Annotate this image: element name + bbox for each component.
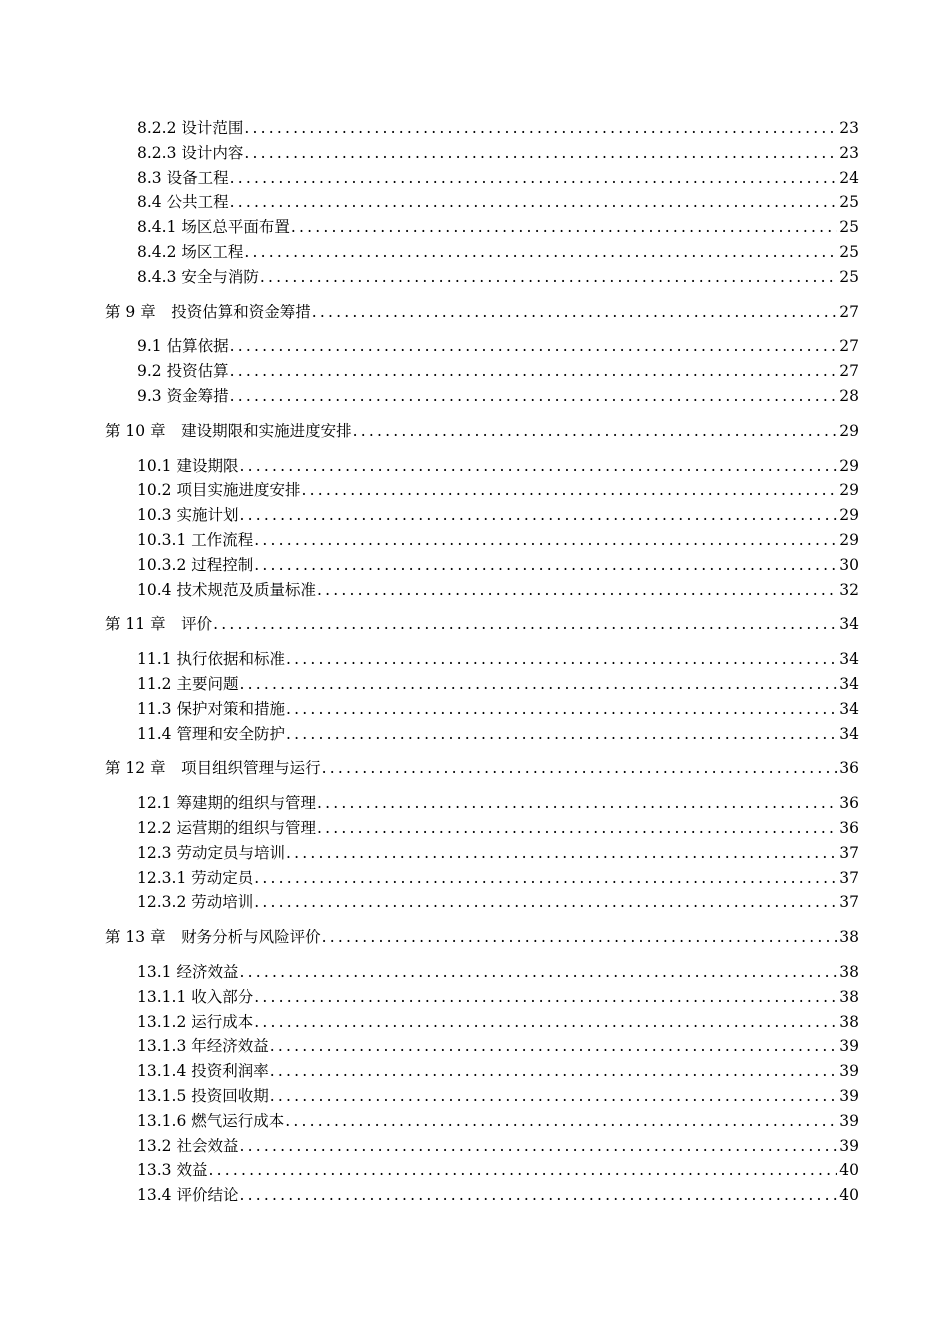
toc-section-entry[interactable] bbox=[137, 983, 859, 1007]
toc-dot-leader bbox=[286, 843, 837, 863]
toc-section-entry[interactable] bbox=[137, 501, 859, 525]
toc-page-number: 34 bbox=[839, 724, 859, 743]
toc-page-number: 34 bbox=[839, 615, 859, 634]
toc-entry-label: 11.1 执行依据和标准 bbox=[137, 650, 285, 669]
toc-dot-leader bbox=[244, 118, 837, 138]
toc-dot-leader bbox=[301, 480, 837, 500]
toc-entry-label: 8.4.3 安全与消防 bbox=[137, 267, 259, 286]
toc-page-number: 25 bbox=[839, 193, 859, 212]
toc-entry-label: 13.1.2 运行成本 bbox=[137, 1012, 254, 1031]
toc-page-number: 40 bbox=[839, 1161, 859, 1180]
toc-section-entry[interactable] bbox=[137, 958, 859, 982]
toc-section-entry[interactable] bbox=[137, 1107, 859, 1131]
toc-page-number: 29 bbox=[839, 531, 859, 549]
toc-entry-label: 11.4 管理和安全防护 bbox=[137, 724, 285, 743]
toc-chapter-entry[interactable] bbox=[105, 923, 859, 947]
toc-entry-label: 13.1.5 投资回收期 bbox=[137, 1087, 269, 1105]
toc-dot-leader bbox=[230, 168, 838, 188]
toc-section-entry[interactable] bbox=[137, 382, 859, 406]
toc-section-entry[interactable] bbox=[137, 1082, 859, 1106]
toc-page-number: 38 bbox=[839, 963, 859, 981]
toc-dot-leader bbox=[270, 1086, 838, 1106]
toc-page-number: 38 bbox=[839, 928, 859, 947]
toc-entry-label: 8.2.3 设计内容 bbox=[137, 143, 244, 162]
toc-entry-label: 13.3 效益 bbox=[137, 1161, 208, 1180]
toc-entry-label: 第 10 章 建设期限和实施进度安排 bbox=[105, 421, 352, 440]
toc-entry-label: 11.3 保护对策和措施 bbox=[137, 699, 285, 718]
toc-dot-leader bbox=[244, 143, 837, 163]
toc-dot-leader bbox=[244, 242, 837, 262]
toc-page-number: 23 bbox=[839, 119, 859, 137]
toc-page-number: 39 bbox=[839, 1037, 859, 1056]
toc-entry-label: 10.2 项目实施进度安排 bbox=[137, 481, 301, 500]
toc-dot-leader bbox=[239, 1185, 837, 1205]
toc-section-entry[interactable] bbox=[137, 1132, 859, 1156]
toc-entry-label: 10.1 建设期限 bbox=[137, 456, 239, 475]
toc-page-number: 32 bbox=[839, 580, 859, 599]
toc-page-number: 38 bbox=[839, 1012, 859, 1031]
toc-entry-label: 8.3 设备工程 bbox=[137, 168, 229, 187]
toc-section-entry[interactable] bbox=[137, 1008, 859, 1032]
toc-entry-label: 12.3.2 劳动培训 bbox=[137, 893, 254, 912]
toc-entry-label: 9.2 投资估算 bbox=[137, 362, 229, 381]
toc-section-entry[interactable] bbox=[137, 164, 859, 188]
toc-section-entry[interactable] bbox=[137, 526, 859, 550]
toc-page-number: 30 bbox=[839, 555, 859, 574]
toc-page-number: 27 bbox=[839, 337, 859, 356]
toc-page-number: 39 bbox=[839, 1087, 859, 1105]
toc-entry-label: 10.3 实施计划 bbox=[137, 506, 239, 525]
toc-entry-label: 12.3 劳动定员与培训 bbox=[137, 843, 285, 862]
toc-entry-label: 9.3 资金筹措 bbox=[137, 387, 229, 405]
toc-dot-leader bbox=[322, 927, 838, 947]
toc-section-entry[interactable] bbox=[137, 238, 859, 262]
toc-section-entry[interactable] bbox=[137, 670, 859, 694]
toc-entry-label: 9.1 估算依据 bbox=[137, 337, 229, 356]
toc-section-entry[interactable] bbox=[137, 695, 859, 719]
toc-page-number: 25 bbox=[839, 218, 859, 237]
toc-dot-leader bbox=[286, 699, 837, 719]
toc-entry-label: 13.4 评价结论 bbox=[137, 1186, 239, 1205]
toc-section-entry[interactable] bbox=[137, 332, 859, 356]
toc-section-entry[interactable] bbox=[137, 114, 859, 138]
toc-entry-label: 11.2 主要问题 bbox=[137, 675, 239, 693]
toc-dot-leader bbox=[286, 649, 837, 669]
toc-dot-leader bbox=[239, 505, 837, 525]
toc-page-number: 25 bbox=[839, 267, 859, 286]
toc-entry-label: 第 13 章 财务分析与风险评价 bbox=[105, 928, 321, 947]
toc-dot-leader bbox=[230, 361, 838, 381]
toc-entry-label: 12.3.1 劳动定员 bbox=[137, 868, 254, 887]
toc-entry-label: 13.2 社会效益 bbox=[137, 1136, 239, 1155]
toc-section-entry[interactable] bbox=[137, 720, 859, 744]
toc-section-entry[interactable] bbox=[137, 1156, 859, 1180]
toc-section-entry[interactable] bbox=[137, 139, 859, 163]
toc-page-number: 29 bbox=[839, 456, 859, 475]
toc-entry-label: 8.4.2 场区工程 bbox=[137, 243, 244, 261]
toc-section-entry[interactable] bbox=[137, 888, 859, 912]
toc-dot-leader bbox=[312, 302, 838, 322]
toc-section-entry[interactable] bbox=[137, 188, 859, 212]
toc-page-number: 34 bbox=[839, 699, 859, 718]
toc-entry-label: 第 11 章 评价 bbox=[105, 615, 213, 634]
toc-entry-label: 12.2 运营期的组织与管理 bbox=[137, 819, 316, 837]
toc-dot-leader bbox=[286, 724, 837, 744]
toc-dot-leader bbox=[317, 580, 837, 600]
toc-section-entry[interactable] bbox=[137, 814, 859, 838]
toc-entry-label: 13.1 经济效益 bbox=[137, 963, 239, 981]
toc-page-number: 25 bbox=[839, 243, 859, 261]
toc-dot-leader bbox=[239, 674, 837, 694]
toc-dot-leader bbox=[322, 758, 838, 778]
toc-dot-leader bbox=[230, 192, 838, 212]
toc-page-number: 37 bbox=[839, 893, 859, 912]
toc-page-number: 36 bbox=[839, 794, 859, 813]
toc-dot-leader bbox=[213, 614, 837, 634]
toc-dot-leader bbox=[353, 421, 838, 441]
toc-chapter-entry[interactable] bbox=[105, 610, 859, 634]
toc-dot-leader bbox=[254, 530, 837, 550]
toc-page-number: 24 bbox=[839, 168, 859, 187]
toc-page-number: 27 bbox=[839, 362, 859, 381]
toc-entry-label: 8.2.2 设计范围 bbox=[137, 119, 244, 137]
toc-page-number: 34 bbox=[839, 650, 859, 669]
toc-dot-leader bbox=[254, 868, 837, 888]
toc-section-entry[interactable] bbox=[137, 839, 859, 863]
toc-dot-leader bbox=[317, 793, 837, 813]
toc-entry-label: 第 9 章 投资估算和资金筹措 bbox=[105, 302, 311, 321]
toc-entry-label: 13.1.3 年经济效益 bbox=[137, 1037, 269, 1056]
toc-section-entry[interactable] bbox=[137, 864, 859, 888]
toc-section-entry[interactable] bbox=[137, 1032, 859, 1056]
toc-dot-leader bbox=[285, 1111, 837, 1131]
toc-entry-label: 10.4 技术规范及质量标准 bbox=[137, 580, 316, 599]
toc-dot-leader bbox=[254, 892, 837, 912]
toc-chapter-entry[interactable] bbox=[105, 298, 859, 322]
toc-entry-label: 第 12 章 项目组织管理与运行 bbox=[105, 759, 321, 778]
toc-dot-leader bbox=[208, 1160, 837, 1180]
toc-page-number: 38 bbox=[839, 987, 859, 1006]
toc-page-number: 34 bbox=[839, 675, 859, 693]
toc-entry-label: 8.4.1 场区总平面布置 bbox=[137, 218, 290, 237]
toc-entry-label: 13.1.6 燃气运行成本 bbox=[137, 1111, 285, 1130]
toc-section-entry[interactable] bbox=[137, 551, 859, 575]
toc-dot-leader bbox=[230, 336, 838, 356]
toc-page-number: 29 bbox=[839, 421, 859, 440]
toc-section-entry[interactable] bbox=[137, 1181, 859, 1205]
toc-dot-leader bbox=[260, 267, 837, 287]
toc-section-entry[interactable] bbox=[137, 645, 859, 669]
toc-section-entry[interactable] bbox=[137, 576, 859, 600]
toc-entry-label: 13.1.1 收入部分 bbox=[137, 987, 254, 1006]
toc-page-number: 39 bbox=[839, 1111, 859, 1130]
toc-dot-leader bbox=[254, 987, 837, 1007]
toc-section-entry[interactable] bbox=[137, 452, 859, 476]
toc-dot-leader bbox=[270, 1061, 838, 1081]
toc-page-number: 36 bbox=[839, 819, 859, 837]
toc-section-entry[interactable] bbox=[137, 213, 859, 237]
toc-entry-label: 8.4 公共工程 bbox=[137, 193, 229, 212]
toc-page-number: 37 bbox=[839, 843, 859, 862]
toc-page-number: 23 bbox=[839, 143, 859, 162]
toc-section-entry[interactable] bbox=[137, 789, 859, 813]
toc-section-entry[interactable] bbox=[137, 357, 859, 381]
toc-page-number: 37 bbox=[839, 868, 859, 887]
toc-dot-leader bbox=[254, 1012, 837, 1032]
toc-section-entry[interactable] bbox=[137, 476, 859, 500]
toc-dot-leader bbox=[230, 386, 838, 406]
toc-page-number: 40 bbox=[839, 1186, 859, 1205]
toc-dot-leader bbox=[270, 1036, 838, 1056]
toc-entry-label: 10.3.2 过程控制 bbox=[137, 555, 254, 574]
toc-page-number: 39 bbox=[839, 1136, 859, 1155]
toc-dot-leader bbox=[239, 1136, 837, 1156]
toc-page-number: 29 bbox=[839, 481, 859, 500]
toc-page-number: 36 bbox=[839, 759, 859, 778]
toc-chapter-entry[interactable] bbox=[105, 417, 859, 441]
toc-entry-label: 10.3.1 工作流程 bbox=[137, 531, 254, 549]
toc-entry-label: 13.1.4 投资利润率 bbox=[137, 1062, 269, 1081]
toc-page-number: 27 bbox=[839, 302, 859, 321]
toc-entry-label: 12.1 筹建期的组织与管理 bbox=[137, 794, 316, 813]
toc-section-entry[interactable] bbox=[137, 263, 859, 287]
toc-dot-leader bbox=[254, 555, 837, 575]
toc-chapter-entry[interactable] bbox=[105, 754, 859, 778]
toc-dot-leader bbox=[239, 962, 837, 982]
toc-dot-leader bbox=[317, 818, 837, 838]
toc-section-entry[interactable] bbox=[137, 1057, 859, 1081]
toc-page-number: 39 bbox=[839, 1062, 859, 1081]
toc-page-number: 28 bbox=[839, 387, 859, 405]
toc-dot-leader bbox=[239, 456, 837, 476]
toc-dot-leader bbox=[291, 217, 837, 237]
toc-page-number: 29 bbox=[839, 506, 859, 525]
